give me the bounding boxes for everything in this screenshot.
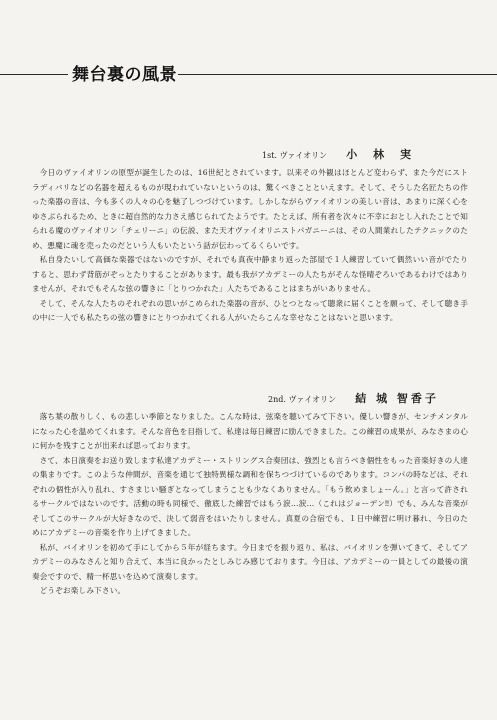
essay-1-paragraph: 今日のヴァイオリンの原型が誕生したのは、16世紀とされています。以来その外観はほとんど変わらず、また今だにストラディバリなどの名器を超えるものが現われていないというのは、驚くべきことといえます。そして、そうした名匠たちの作った楽器の音は、今も多くの人々の心を魅了しつづけています。しかしながらヴァイオリンの美しい音は、あまりに深く心をゆさぶられるため、ときに超自然的な力さえ感じられてたようです。たとえば、所有者を次々に不幸におとし入れたことで知られる魔のヴァイオリン「チェリーニ」の伝説、また天才ヴァイオリニストパガニーニは、その人間業れしたテクニックのため、悪魔に魂を売ったのだという人もいたという話が伝わってるくらいです。 <box>32 168 468 250</box>
essay-2 <box>32 410 468 599</box>
author-1-role: 1st. ヴァイオリン <box>262 151 328 160</box>
author-2-role: 2nd. ヴァイオリン <box>268 395 337 404</box>
essay-2-paragraph: どうぞお楽しみ下さい。 <box>39 586 126 595</box>
author-2-name: 結 城 智香子 <box>355 392 439 405</box>
essay-1 <box>32 166 468 326</box>
title-rule-left <box>0 74 68 75</box>
author-signature-2 <box>268 387 439 406</box>
title-rule-right <box>178 74 497 75</box>
page-title: 舞台裏の風景 <box>72 65 177 85</box>
essay-1-paragraph: 私自身たいして高価な楽器ではないのですが、それでも真夜中静まり返った部屋で１人練習していて偶然いい音がでたりすると、思わず背筋がぞっとたりすることがあります。最も我がアカデミーの人たちがそんな怪晴ぞろいであるわけではありませんが、それでもそんな弦の響きに「とりつかれた」人たちであることはまちがいありません。 <box>32 255 468 293</box>
essay-2-paragraph: 落ち葉の散りしく、もの悲しい季節となりました。こんな時は、弦楽を聴いてみて下さい。優しい響きが、センチメンタルになった心を温めてくれます。そんな音色を目指して、私達は毎日練習に励んできました。この練習の成果が、みなさまの心に何かを残すことが出来れば思っております。 <box>32 412 468 450</box>
essay-2-paragraph: 私が、バイオリンを初めて手にしてから５年が経ちます。今日までを振り返り、私は、バイオリンを弾いてきて、そしてアカデミーのみなさんと知り合えて、本当に良かったとしみじみ感じております。今日は、アカデミーの一員としての最後の演奏会ですので、精一杯思いを込めて演奏します。 <box>32 542 468 581</box>
essay-2-paragraph: さて、本日演奏をお送り致します私達アカデミー・ストリングス合奏団は、強烈とも言うべき個性をもった音楽好きの人達の集まりです。このような仲間が、音楽を通じて独特異様な調和を保ちつづけているのであります。コンパの時などは、それぞれの個性が入り乱れ、すさまじい騒ぎとなってしまうことも少なくありません。「もう飲めましょーん。」と言って許されるサークルではないのです。活動の時も同様で、徹底した練習ではもう涙…涙…（これはジョーデン‼）でも、みんな音楽がそしてこのサークルが大好きなので、決して弱音をはいたりしません。真夏の合宿でも、１日中練習に明け暮れ、今日のためにアカデミーの音楽を作り上げてきました。 <box>32 455 468 537</box>
essay-1-paragraph: そして、そんな人たちのそれぞれの思いがこめられた楽器の音が、ひとつとなって聴衆に届くことを願って、そして聴き手の中に一人でも私たちの弦の響きにとりつかれてくれる人がいたらこんな幸せなことはないと思います。 <box>32 298 468 322</box>
author-1-name: 小 林 実 <box>346 148 417 161</box>
author-signature-1 <box>262 143 417 162</box>
title-row <box>0 58 497 86</box>
